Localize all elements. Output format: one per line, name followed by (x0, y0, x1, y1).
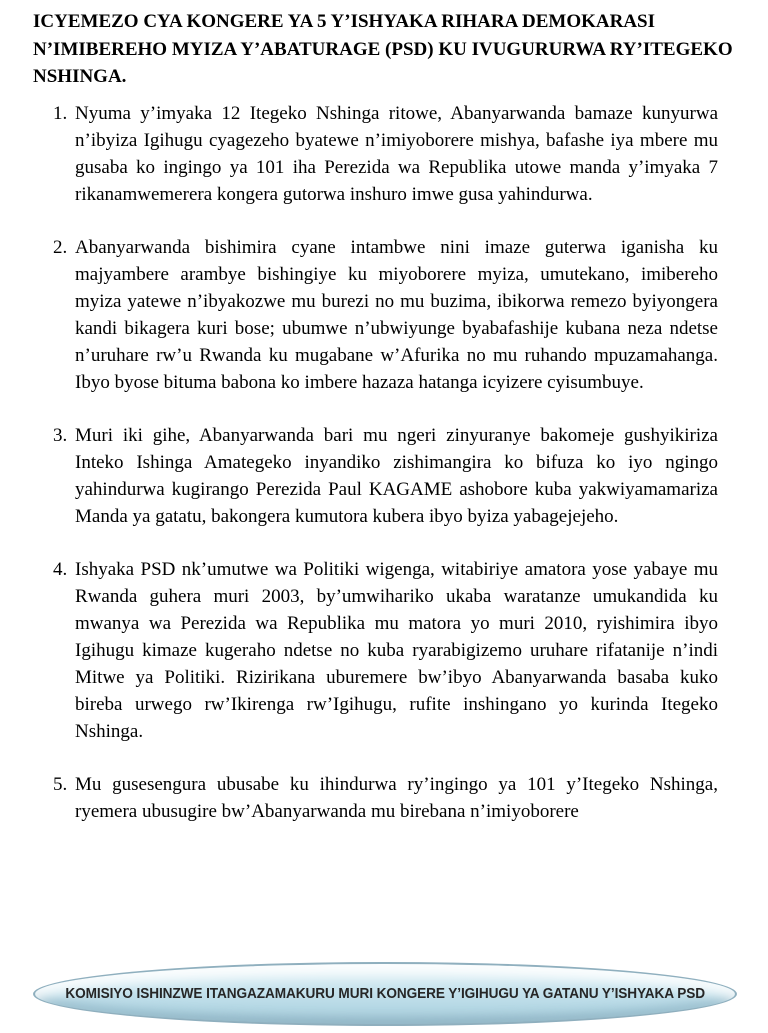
paragraph-text: Nyuma y’imyaka 12 Itegeko Nshinga ritowe, Abanyarwanda bamaze kunyurwa n’ibyiza Igihugu cyagezeho byatewe n’imiyoborere mishya, bafashe iya mbere mu gusaba ko ingingo ya 101 iha Perezida wa Republika utowe manda y’imyaka 7 rikanamwemerera kongera gutorwa inshuro imwe gusa yahindurwa. (75, 103, 718, 205)
list-item (53, 422, 718, 530)
resolution-list (53, 100, 718, 851)
list-item (53, 556, 718, 745)
list-item (53, 100, 718, 208)
paragraph-text: Abanyarwanda bishimira cyane intambwe nini imaze guterwa iganisha ku majyambere arambye bishingiye ku miyoborere myiza, umutekano, imibereho myiza yatewe n’ibyakozwe mu burezi no mu buzima, ibikorwa remezo byiyongera kandi bikagera kuri bose; ubumwe n’ubwiyunge byabafashije kubana neza ndetse n’uruhare rw’u Rwanda ku mugabane w’Afurika no mu ruhando mpuzamahanga. Ibyo byose bituma babona ko imbere hazaza hatanga icyizere cyisumbuye. (75, 237, 718, 393)
paragraph-text: Mu gusesengura ubusabe ku ihindurwa ry’ingingo ya 101 y’Itegeko Nshinga, ryemera ubusugire bw’Abanyarwanda mu birebana n’imiyoborere (75, 774, 718, 822)
list-item (53, 771, 718, 825)
list-item (53, 234, 718, 396)
footer-banner-text: KOMISIYO ISHINZWE ITANGAZAMAKURU MURI KONGERE Y’IGIHUGU YA GATANU Y’ISHYAKA PSD (65, 986, 705, 1002)
footer-banner (33, 962, 737, 1026)
paragraph-text: Ishyaka PSD nk’umutwe wa Politiki wigenga, witabiriye amatora yose yabaye mu Rwanda guhera muri 2003, by’umwihariko ukaba waratanze umukandida ku mwanya wa Perezida wa Republika mu matora yo muri 2010, ryishimira ibyo Igihugu kimaze kugeraho ndetse no kuba ryarabigizemo uruhare rifatanije n’indi Mitwe ya Politiki. Rizirikana uburemere bw’ibyo Abanyarwanda basaba kuko bireba urwego rw’Ikirenga rw’Igihugu, rufite inshingano yo kurinda Itegeko Nshinga. (75, 559, 718, 742)
paragraph-text: Muri iki gihe, Abanyarwanda bari mu ngeri zinyuranye bakomeje gushyikiriza Inteko Ishinga Amategeko inyandiko zishimangira ko bifuza ko iyo ngingo yahindurwa kugirango Perezida Paul KAGAME ashobore kuba yakwiyamamariza Manda ya gatatu, bakongera kumutora kubera ibyo byiza yabagejejeho. (75, 425, 718, 527)
document-title: ICYEMEZO CYA KONGERE YA 5 Y’ISHYAKA RIHARA DEMOKARASI N’IMIBEREHO MYIZA Y’ABATURAGE (PSD) KU IVUGURURWA RY’ITEGEKO NSHINGA. (33, 11, 733, 87)
